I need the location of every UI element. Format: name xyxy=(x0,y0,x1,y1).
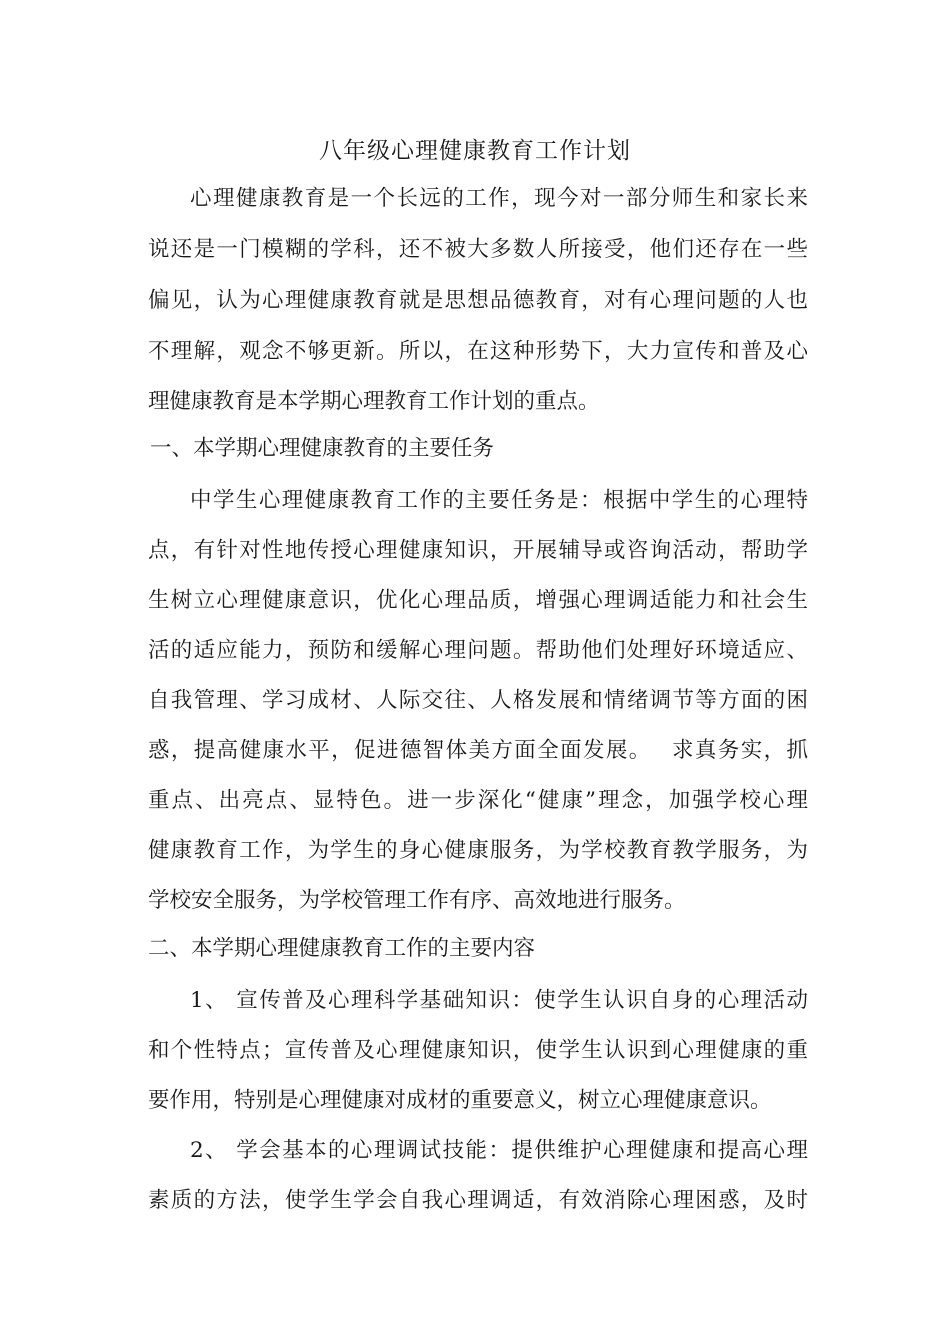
paragraph-line: 点，有针对性地传授心理健康知识，开展辅导或咨询活动，帮助学 xyxy=(148,538,808,563)
paragraph-line: 惑，提高健康水平，促进德智体美方面全面发展。 求真务实，抓 xyxy=(148,738,808,763)
section-heading: 二、本学期心理健康教育工作的主要内容 xyxy=(148,936,536,961)
paragraph-line: 心理健康教育是一个长远的工作，现今对一部分师生和家长来 xyxy=(190,186,808,211)
paragraph-line: 活的适应能力，预防和缓解心理问题。帮助他们处理好环境适应、 xyxy=(148,638,808,663)
numbered-item-line: 2、 学会基本的心理调试技能：提供维护心理健康和提高心理 xyxy=(190,1138,808,1163)
paragraph-line: 自我管理、学习成材、人际交往、人格发展和情绪调节等方面的困 xyxy=(148,688,808,713)
paragraph-line: 中学生心理健康教育工作的主要任务是：根据中学生的心理特 xyxy=(190,488,808,513)
paragraph-line: 要作用，特别是心理健康对成材的重要意义，树立心理健康意识。 xyxy=(148,1088,772,1113)
paragraph-line: 生树立心理健康意识，优化心理品质，增强心理调适能力和社会生 xyxy=(148,588,808,613)
paragraph-line: 学校安全服务，为学校管理工作有序、高效地进行服务。 xyxy=(148,888,686,913)
numbered-item-line: 1、 宣传普及心理科学基础知识：使学生认识自身的心理活动 xyxy=(190,988,808,1013)
paragraph-line: 说还是一门模糊的学科，还不被大多数人所接受，他们还存在一些 xyxy=(148,237,808,262)
paragraph-line: 健康教育工作，为学生的身心健康服务，为学校教育教学服务，为 xyxy=(148,838,808,863)
paragraph-line: 理健康教育是本学期心理教育工作计划的重点。 xyxy=(148,389,600,414)
paragraph-line: 不理解，观念不够更新。所以，在这种形势下，大力宣传和普及心 xyxy=(148,339,808,364)
document-title: 八年级心理健康教育工作计划 xyxy=(319,138,631,164)
section-heading: 一、本学期心理健康教育的主要任务 xyxy=(150,436,495,461)
paragraph-line: 重点、出亮点、显特色。进一步深化“健康”理念，加强学校心理 xyxy=(148,788,808,813)
paragraph-line: 偏见，认为心理健康教育就是思想品德教育，对有心理问题的人也 xyxy=(148,288,808,313)
paragraph-line: 和个性特点；宣传普及心理健康知识，使学生认识到心理健康的重 xyxy=(148,1038,808,1063)
paragraph-line: 素质的方法，使学生学会自我心理调适，有效消除心理困惑，及时 xyxy=(148,1188,808,1213)
